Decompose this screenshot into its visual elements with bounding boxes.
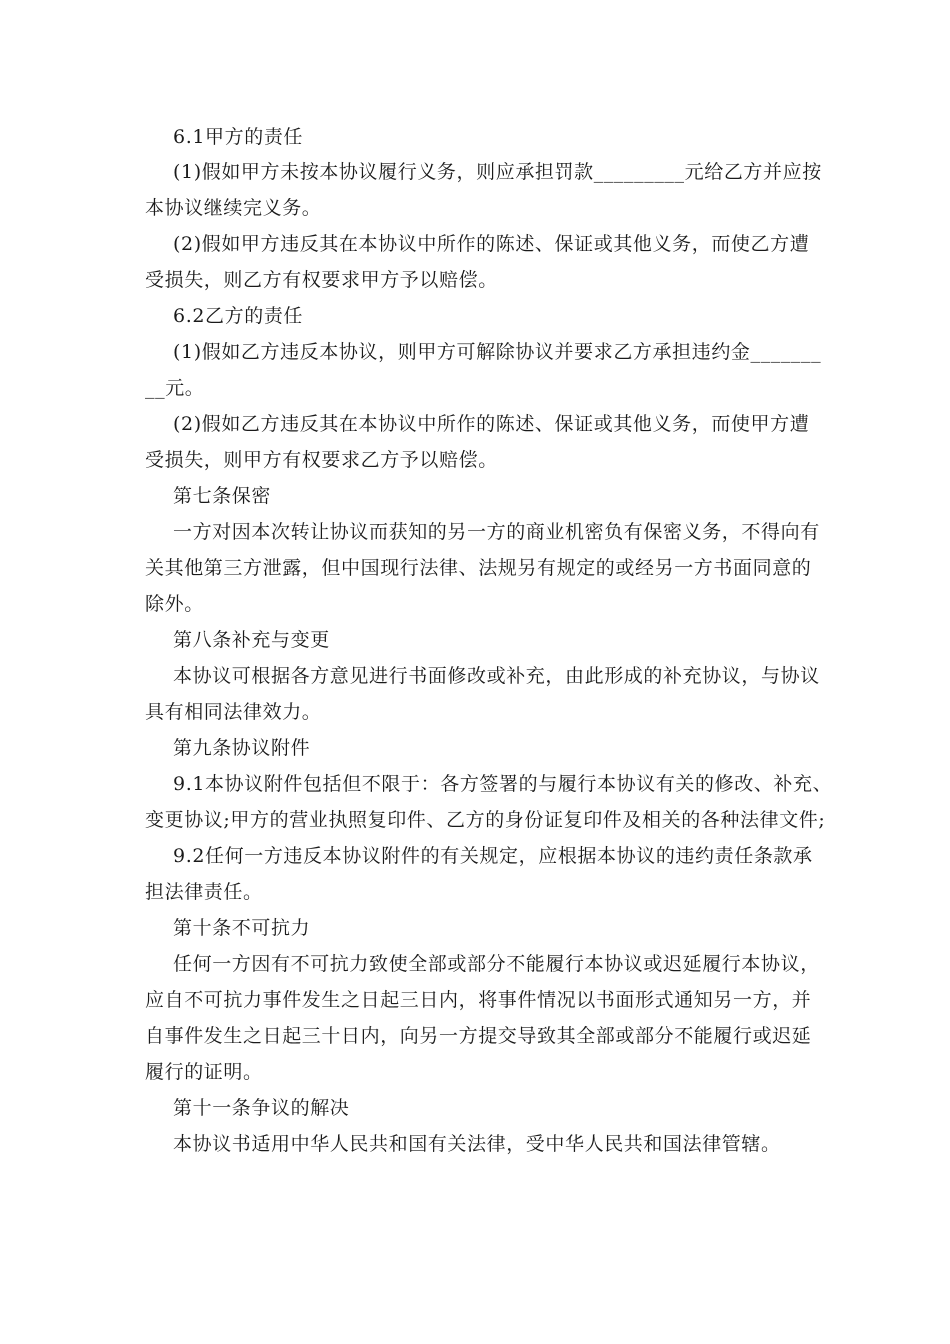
paragraph-line: 受损失，则甲方有权要求乙方予以赔偿。 (145, 449, 498, 471)
paragraph-line: 担法律责任。 (145, 881, 263, 903)
paragraph-line: 本协议可根据各方意见进行书面修改或补充，由此形成的补充协议，与协议 (173, 665, 820, 687)
paragraph-line: 应自不可抗力事件发生之日起三日内，将事件情况以书面形式通知另一方，并 (145, 989, 812, 1011)
paragraph-line: 本协议继续完义务。 (145, 197, 322, 219)
paragraph-line: 除外。 (145, 593, 204, 615)
paragraph-line: 任何一方因有不可抗力致使全部或部分不能履行本协议或迟延履行本协议， (173, 953, 820, 975)
paragraph-line: (2)假如乙方违反其在本协议中所作的陈述、保证或其他义务，而使甲方遭 (173, 413, 810, 435)
article-heading-9: 第九条协议附件 (173, 737, 311, 759)
article-heading-11: 第十一条争议的解决 (173, 1097, 350, 1119)
paragraph-line: 一方对因本次转让协议而获知的另一方的商业机密负有保密义务，不得向有 (173, 521, 820, 543)
paragraph-line: 受损失，则乙方有权要求甲方予以赔偿。 (145, 269, 498, 291)
paragraph-line: 本协议书适用中华人民共和国有关法律，受中华人民共和国法律管辖。 (173, 1133, 781, 1155)
paragraph-line: (1)假如乙方违反本协议，则甲方可解除协议并要求乙方承担违约金_______ (173, 341, 822, 363)
paragraph-line: 变更协议;甲方的营业执照复印件、乙方的身份证复印件及相关的各种法律文件; (145, 809, 826, 831)
section-heading-6-2: 6.2乙方的责任 (173, 305, 304, 327)
paragraph-line: (1)假如甲方未按本协议履行义务，则应承担罚款_________元给乙方并应按 (173, 161, 822, 183)
article-heading-7: 第七条保密 (173, 485, 272, 507)
paragraph-line: 具有相同法律效力。 (145, 701, 322, 723)
paragraph-line: (2)假如甲方违反其在本协议中所作的陈述、保证或其他义务，而使乙方遭 (173, 233, 810, 255)
paragraph-line: 自事件发生之日起三十日内，向另一方提交导致其全部或部分不能履行或迟延 (145, 1025, 812, 1047)
paragraph-line: 9.1本协议附件包括但不限于：各方签署的与履行本协议有关的修改、补充、 (173, 773, 833, 795)
article-heading-8: 第八条补充与变更 (173, 629, 330, 651)
paragraph-line: 履行的证明。 (145, 1061, 263, 1083)
paragraph-line: 关其他第三方泄露，但中国现行法律、法规另有规定的或经另一方书面同意的 (145, 557, 812, 579)
article-heading-10: 第十条不可抗力 (173, 917, 311, 939)
section-heading-6-1: 6.1甲方的责任 (173, 126, 304, 148)
paragraph-line: __元。 (145, 377, 205, 399)
paragraph-line: 9.2任何一方违反本协议附件的有关规定，应根据本协议的违约责任条款承 (173, 845, 813, 867)
